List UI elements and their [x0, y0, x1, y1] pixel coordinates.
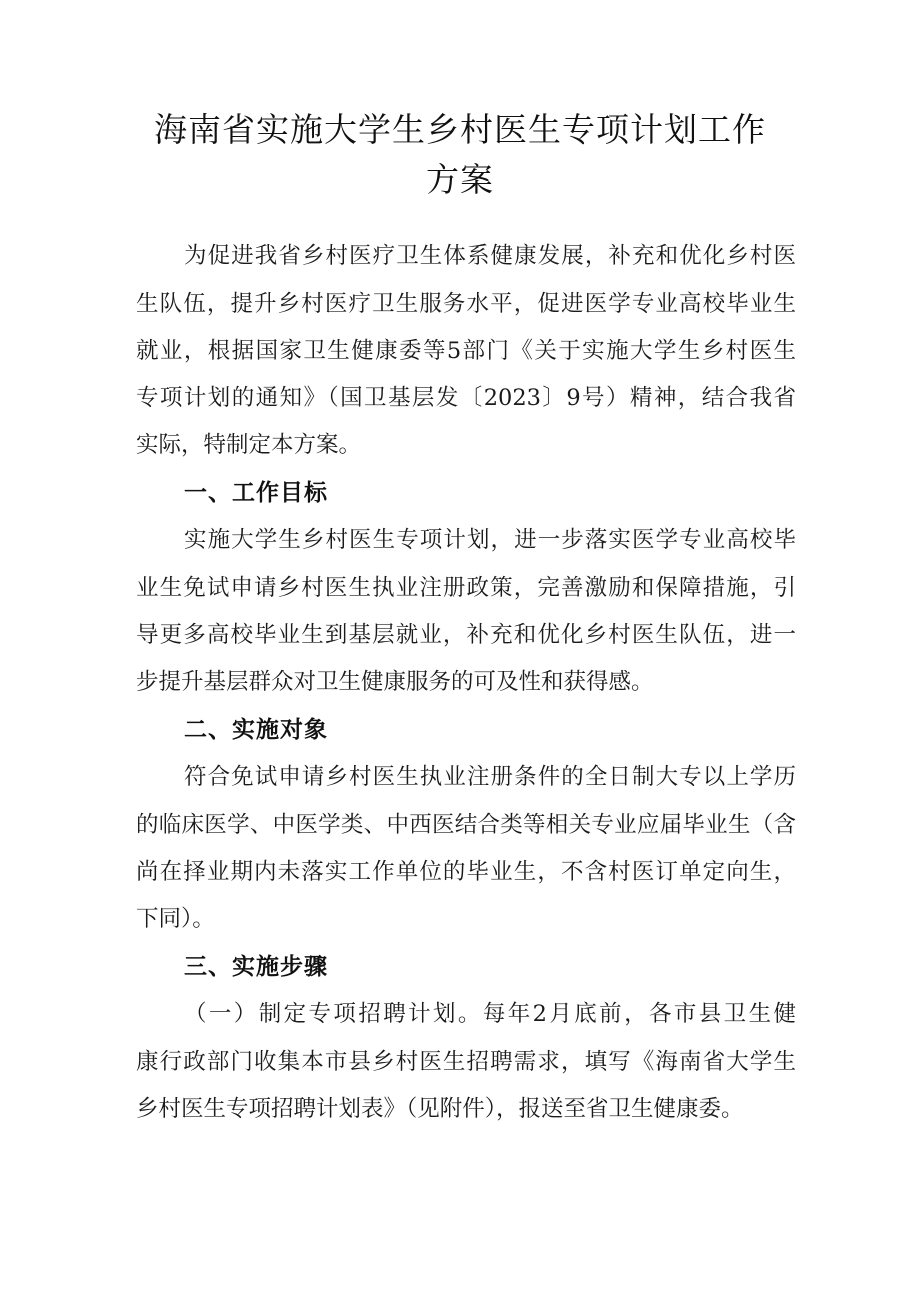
paragraph-line: 实施大学生乡村医生专项计划，进一步落实医学专业高校毕: [184, 527, 796, 553]
paragraph-line: 的临床医学、中医学类、中西医结合类等相关专业应届毕业生（含: [136, 812, 796, 838]
section-heading: 二、实施对象: [184, 717, 328, 743]
paragraph-line: 乡村医生专项招聘计划表》（见附件），报送至省卫生健康委。: [136, 1096, 744, 1122]
paragraph-line: 符合免试申请乡村医生执业注册条件的全日制大专以上学历: [184, 764, 796, 790]
paragraph-line: 业生免试申请乡村医生执业注册政策，完善激励和保障措施，引: [136, 575, 796, 601]
section-heading: 三、实施步骤: [184, 954, 328, 980]
paragraph-line: 康行政部门收集本市县乡村医生招聘需求，填写《海南省大学生: [136, 1049, 796, 1075]
paragraph-line: 下同）。: [136, 906, 215, 932]
paragraph-line: 为促进我省乡村医疗卫生体系健康发展，补充和优化乡村医: [184, 243, 796, 269]
paragraph-line: 实际，特制定本方案。: [136, 432, 362, 458]
paragraph-line: 专项计划的通知》（国卫基层发〔2023〕9号）精神，结合我省: [136, 385, 796, 411]
document-title-line-1: 海南省实施大学生乡村医生专项计划工作: [154, 110, 766, 149]
section-heading: 一、工作目标: [184, 480, 328, 506]
paragraph-line: 尚在择业期内未落实工作单位的毕业生，不含村医订单定向生，: [136, 859, 796, 885]
document-title-line-2: 方案: [426, 160, 494, 199]
paragraph-line: 生队伍，提升乡村医疗卫生服务水平，促进医学专业高校毕业生: [136, 291, 796, 317]
paragraph-line: 就业，根据国家卫生健康委等5部门《关于实施大学生乡村医生: [136, 338, 796, 364]
paragraph-line: 导更多高校毕业生到基层就业，补充和优化乡村医生队伍，进一: [136, 622, 796, 648]
paragraph-line: （一）制定专项招聘计划。每年2月底前，各市县卫生健: [184, 1001, 796, 1027]
paragraph-line: 步提升基层群众对卫生健康服务的可及性和获得感。: [136, 669, 654, 695]
